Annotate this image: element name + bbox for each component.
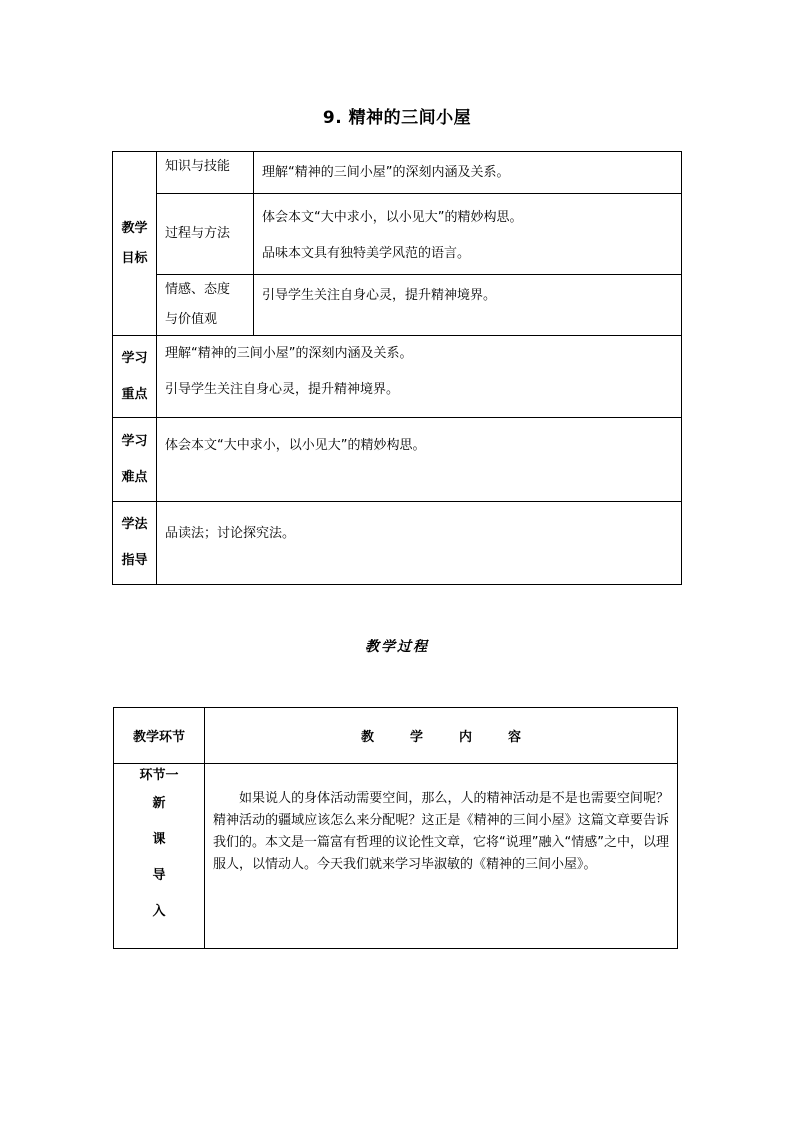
header-char-3: 内 xyxy=(459,730,473,745)
methods-content xyxy=(157,502,682,585)
objectives-label-line2: 目标 xyxy=(121,250,148,266)
process-content-cell: 如果说人的身体活动需要空间，那么，人的精神活动是不是也需要空间呢？精神活动的疆域应该怎么来分配呢？这正是《精神的三间小屋》这篇文章要告诉我们的。本文是一篇富有哲理的议论性文章，它将“说理”融入“情感”之中，以理服人，以情动人。今天我们就来学习毕淑敏的《精神的三间小屋》。 xyxy=(205,764,678,949)
process-col1-header: 教学环节 xyxy=(114,708,205,764)
key-points-content xyxy=(157,336,682,418)
sub-emotion-line2: 与价值观 xyxy=(165,312,218,327)
emotion-line: 引导学生关注自身心灵，提升精神境界。 xyxy=(262,288,497,303)
process-line-1: 体会本文“大中求小，以小见大”的精妙构思。 xyxy=(262,210,523,225)
header-char-1: 教 xyxy=(360,730,374,745)
knowledge-content xyxy=(254,152,682,194)
sub-process-label: 过程与方法 xyxy=(165,226,231,241)
key-points-label xyxy=(113,336,157,418)
difficulties-label-line2: 难点 xyxy=(121,469,148,485)
emotion-content xyxy=(254,275,682,336)
link-char-2: 课 xyxy=(152,832,166,847)
process-link-cell xyxy=(114,764,205,949)
key-points-line-1: 理解“精神的三间小屋”的深刻内涵及关系。 xyxy=(165,346,413,361)
header-char-4: 容 xyxy=(508,730,522,745)
link-char-4: 入 xyxy=(152,904,166,919)
header-char-2: 学 xyxy=(409,730,423,745)
sub-knowledge-label: 知识与技能 xyxy=(165,159,231,174)
difficulties-label-line1: 学习 xyxy=(121,433,148,449)
link-char-3: 导 xyxy=(152,868,166,883)
sub-process xyxy=(157,194,254,275)
difficulties-line-1: 体会本文“大中求小，以小见大”的精妙构思。 xyxy=(165,438,426,453)
objectives-table xyxy=(112,151,682,585)
difficulties-label xyxy=(113,418,157,502)
objectives-label xyxy=(113,152,157,336)
methods-label-line2: 指导 xyxy=(121,553,148,568)
process-section-title: 教学过程 xyxy=(365,639,429,655)
link-name: 环节一 xyxy=(139,768,179,783)
methods-label xyxy=(113,502,157,585)
process-table xyxy=(113,707,678,949)
key-points-label-line1: 学习 xyxy=(121,350,148,366)
sub-knowledge xyxy=(157,152,254,194)
process-content xyxy=(254,194,682,275)
sub-emotion-line1: 情感、态度 xyxy=(165,282,231,297)
process-col2-header xyxy=(205,708,678,764)
process-line-2: 品味本文具有独特美学风范的语言。 xyxy=(262,246,471,261)
difficulties-content xyxy=(157,418,682,502)
page-title: 9. 精神的三间小屋 xyxy=(322,108,472,128)
key-points-label-line2: 重点 xyxy=(121,386,148,402)
methods-line-1: 品读法；讨论探究法。 xyxy=(165,526,296,541)
link-char-1: 新 xyxy=(152,796,166,811)
sub-emotion xyxy=(157,275,254,336)
methods-label-line1: 学法 xyxy=(121,517,148,532)
objectives-label-line1: 教学 xyxy=(121,220,148,236)
knowledge-line: 理解“精神的三间小屋”的深刻内涵及关系。 xyxy=(262,165,510,180)
key-points-line-2: 引导学生关注自身心灵，提升精神境界。 xyxy=(165,382,400,397)
